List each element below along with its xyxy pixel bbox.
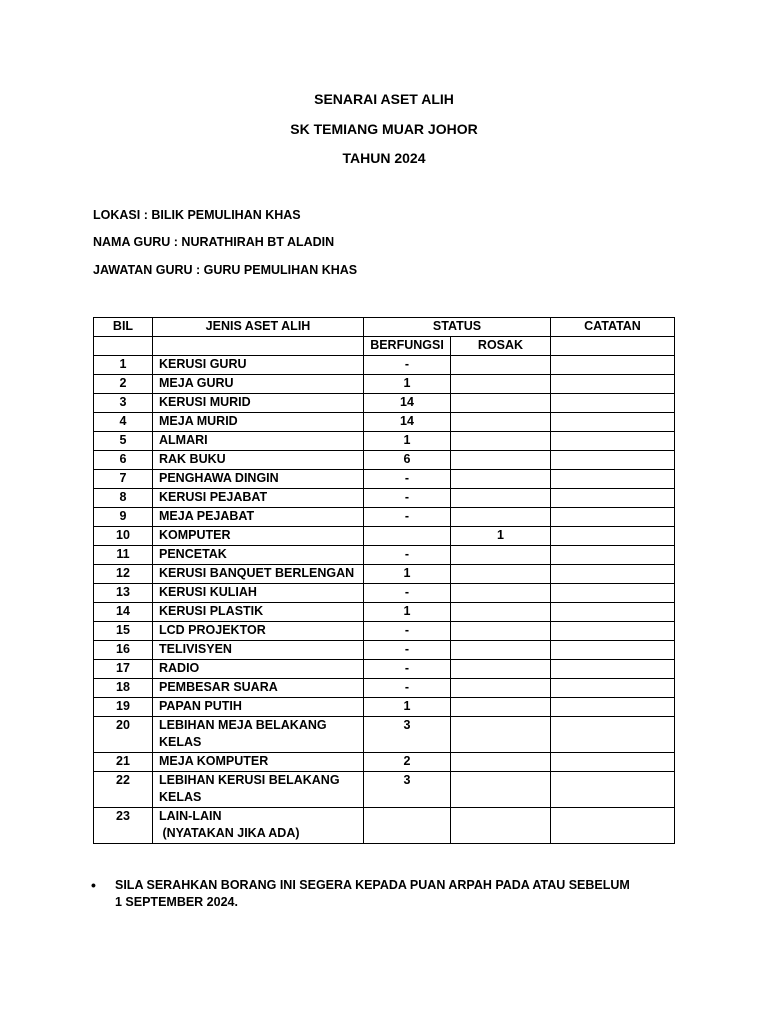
cell-rosak <box>451 808 551 844</box>
cell-rosak <box>451 508 551 527</box>
cell-rosak <box>451 584 551 603</box>
cell-bil: 20 <box>94 717 153 753</box>
cell-berfungsi: 2 <box>364 753 451 772</box>
cell-catatan <box>551 432 675 451</box>
bullet-icon: • <box>91 877 96 893</box>
cell-rosak <box>451 432 551 451</box>
cell-bil: 13 <box>94 584 153 603</box>
table-row <box>94 546 675 565</box>
title-line-3: TAHUN 2024 <box>342 150 426 166</box>
cell-bil: 5 <box>94 432 153 451</box>
cell-catatan <box>551 565 675 584</box>
cell-rosak <box>451 489 551 508</box>
cell-berfungsi: 1 <box>364 432 451 451</box>
cell-jenis-aset: KERUSI PEJABAT <box>153 489 364 508</box>
cell-jenis-aset: PEMBESAR SUARA <box>153 679 364 698</box>
cell-catatan <box>551 470 675 489</box>
cell-jenis-aset: MEJA PEJABAT <box>153 508 364 527</box>
cell-jenis-aset: LAIN-LAIN (NYATAKAN JIKA ADA) <box>153 808 364 844</box>
table-row <box>94 717 675 753</box>
cell-bil: 9 <box>94 508 153 527</box>
cell-berfungsi: - <box>364 356 451 375</box>
cell-jenis-aset: PENGHAWA DINGIN <box>153 470 364 489</box>
cell-jenis-aset: LEBIHAN MEJA BELAKANG KELAS <box>153 717 364 753</box>
cell-catatan <box>551 622 675 641</box>
cell-berfungsi: 3 <box>364 772 451 808</box>
cell-berfungsi: 1 <box>364 565 451 584</box>
cell-catatan <box>551 394 675 413</box>
jawatan-guru-line: JAWATAN GURU : GURU PEMULIHAN KHAS <box>93 263 358 277</box>
table-row <box>94 679 675 698</box>
cell-rosak <box>451 622 551 641</box>
cell-rosak <box>451 717 551 753</box>
cell-catatan <box>551 753 675 772</box>
cell-jenis-aset: LEBIHAN KERUSI BELAKANG KELAS <box>153 772 364 808</box>
cell-bil: 22 <box>94 772 153 808</box>
cell-rosak <box>451 470 551 489</box>
cell-catatan <box>551 413 675 432</box>
cell-bil: 17 <box>94 660 153 679</box>
cell-berfungsi <box>364 527 451 546</box>
cell-bil: 4 <box>94 413 153 432</box>
table-row <box>94 451 675 470</box>
cell-bil: 19 <box>94 698 153 717</box>
asset-table <box>93 317 675 844</box>
table-row <box>94 565 675 584</box>
table-subheader-row <box>94 337 675 356</box>
subheader-empty <box>551 337 675 356</box>
table-row <box>94 489 675 508</box>
cell-catatan <box>551 660 675 679</box>
table-row <box>94 808 675 844</box>
cell-bil: 8 <box>94 489 153 508</box>
cell-jenis-aset: KERUSI BANQUET BERLENGAN <box>153 565 364 584</box>
cell-bil: 12 <box>94 565 153 584</box>
header-bil: BIL <box>94 318 153 337</box>
table-row <box>94 772 675 808</box>
cell-jenis-aset: KERUSI PLASTIK <box>153 603 364 622</box>
cell-catatan <box>551 772 675 808</box>
note-text: SILA SERAHKAN BORANG INI SEGERA KEPADA PUAN ARPAH PADA ATAU SEBELUM 1 SEPTEMBER 2024. <box>115 878 630 909</box>
cell-jenis-aset: RADIO <box>153 660 364 679</box>
cell-jenis-aset: PAPAN PUTIH <box>153 698 364 717</box>
cell-bil: 7 <box>94 470 153 489</box>
cell-rosak <box>451 565 551 584</box>
cell-rosak <box>451 679 551 698</box>
cell-berfungsi: - <box>364 584 451 603</box>
header-status: STATUS <box>364 318 551 337</box>
cell-jenis-aset: RAK BUKU <box>153 451 364 470</box>
table-row <box>94 622 675 641</box>
cell-catatan <box>551 508 675 527</box>
cell-rosak <box>451 394 551 413</box>
table-row <box>94 753 675 772</box>
cell-rosak <box>451 375 551 394</box>
table-row <box>94 375 675 394</box>
table-row <box>94 356 675 375</box>
cell-bil: 10 <box>94 527 153 546</box>
subheader-empty <box>94 337 153 356</box>
table-row <box>94 698 675 717</box>
cell-berfungsi: 6 <box>364 451 451 470</box>
header-catatan: CATATAN <box>551 318 675 337</box>
submission-note <box>91 877 635 911</box>
cell-rosak <box>451 603 551 622</box>
cell-bil: 3 <box>94 394 153 413</box>
cell-berfungsi: - <box>364 546 451 565</box>
table-row <box>94 641 675 660</box>
cell-rosak <box>451 451 551 470</box>
cell-berfungsi: - <box>364 660 451 679</box>
cell-rosak <box>451 660 551 679</box>
cell-bil: 18 <box>94 679 153 698</box>
cell-berfungsi: - <box>364 508 451 527</box>
cell-berfungsi: - <box>364 679 451 698</box>
cell-rosak <box>451 413 551 432</box>
cell-jenis-aset: MEJA GURU <box>153 375 364 394</box>
cell-rosak <box>451 772 551 808</box>
title-line-2: SK TEMIANG MUAR JOHOR <box>290 121 478 137</box>
cell-berfungsi: - <box>364 470 451 489</box>
cell-berfungsi: - <box>364 489 451 508</box>
cell-berfungsi: 1 <box>364 698 451 717</box>
cell-catatan <box>551 527 675 546</box>
cell-berfungsi: 1 <box>364 375 451 394</box>
cell-jenis-aset: ALMARI <box>153 432 364 451</box>
cell-catatan <box>551 451 675 470</box>
cell-bil: 2 <box>94 375 153 394</box>
cell-jenis-aset: KERUSI GURU <box>153 356 364 375</box>
cell-bil: 6 <box>94 451 153 470</box>
cell-rosak: 1 <box>451 527 551 546</box>
cell-jenis-aset: KOMPUTER <box>153 527 364 546</box>
cell-catatan <box>551 356 675 375</box>
table-row <box>94 508 675 527</box>
cell-catatan <box>551 489 675 508</box>
cell-bil: 1 <box>94 356 153 375</box>
cell-bil: 21 <box>94 753 153 772</box>
cell-berfungsi: - <box>364 622 451 641</box>
cell-jenis-aset: TELIVISYEN <box>153 641 364 660</box>
cell-catatan <box>551 808 675 844</box>
table-row <box>94 584 675 603</box>
cell-jenis-aset: LCD PROJEKTOR <box>153 622 364 641</box>
table-row <box>94 432 675 451</box>
cell-rosak <box>451 356 551 375</box>
cell-berfungsi: - <box>364 641 451 660</box>
nama-guru-line: NAMA GURU : NURATHIRAH BT ALADIN <box>93 235 335 249</box>
subheader-empty <box>153 337 364 356</box>
table-row <box>94 394 675 413</box>
lokasi-line: LOKASI : BILIK PEMULIHAN KHAS <box>93 208 301 222</box>
cell-berfungsi: 14 <box>364 394 451 413</box>
header-jenis: JENIS ASET ALIH <box>153 318 364 337</box>
cell-berfungsi: 1 <box>364 603 451 622</box>
cell-rosak <box>451 698 551 717</box>
header-rosak: ROSAK <box>451 337 551 356</box>
cell-bil: 16 <box>94 641 153 660</box>
cell-jenis-aset: MEJA MURID <box>153 413 364 432</box>
cell-bil: 23 <box>94 808 153 844</box>
cell-bil: 15 <box>94 622 153 641</box>
cell-jenis-aset: KERUSI MURID <box>153 394 364 413</box>
cell-catatan <box>551 679 675 698</box>
cell-catatan <box>551 603 675 622</box>
cell-jenis-aset: KERUSI KULIAH <box>153 584 364 603</box>
cell-catatan <box>551 546 675 565</box>
cell-catatan <box>551 717 675 753</box>
cell-jenis-aset: PENCETAK <box>153 546 364 565</box>
table-row <box>94 527 675 546</box>
cell-catatan <box>551 584 675 603</box>
cell-rosak <box>451 641 551 660</box>
table-row <box>94 660 675 679</box>
cell-jenis-aset: MEJA KOMPUTER <box>153 753 364 772</box>
cell-rosak <box>451 546 551 565</box>
table-row <box>94 603 675 622</box>
cell-catatan <box>551 641 675 660</box>
cell-bil: 11 <box>94 546 153 565</box>
table-row <box>94 413 675 432</box>
title-line-1: SENARAI ASET ALIH <box>314 91 454 107</box>
cell-berfungsi: 3 <box>364 717 451 753</box>
table-row <box>94 470 675 489</box>
table-header-row <box>94 318 675 337</box>
cell-catatan <box>551 375 675 394</box>
cell-catatan <box>551 698 675 717</box>
header-berfungsi: BERFUNGSI <box>364 337 451 356</box>
cell-bil: 14 <box>94 603 153 622</box>
cell-berfungsi <box>364 808 451 844</box>
cell-rosak <box>451 753 551 772</box>
cell-berfungsi: 14 <box>364 413 451 432</box>
